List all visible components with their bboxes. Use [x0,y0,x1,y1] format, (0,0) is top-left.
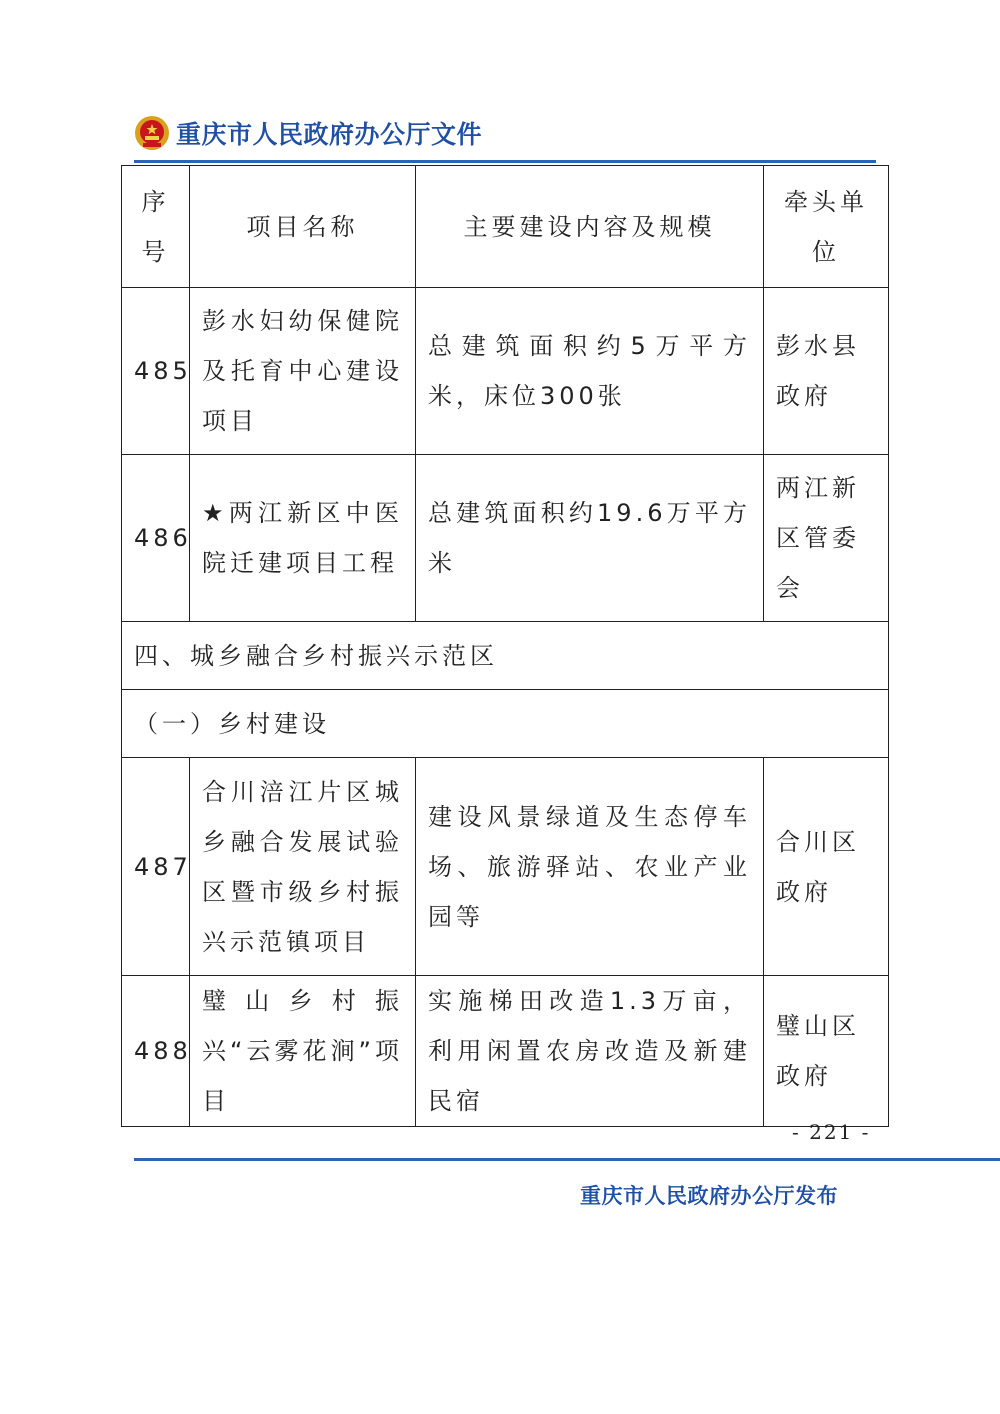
page-number: - 221 - [792,1120,871,1144]
subsection-row [122,690,889,758]
row-name: 璧山乡村振兴“云雾花涧”项目 [190,976,416,1127]
section-heading: 四、城乡融合乡村振兴示范区 [122,622,889,690]
row-content: 建设风景绿道及生态停车场、旅游驿站、农业产业园等 [416,758,764,976]
row-content: 总建筑面积约19.6万平方米 [416,455,764,622]
subsection-heading: （一）乡村建设 [122,690,889,758]
header-title: 重庆市人民政府办公厅文件 [176,120,483,149]
row-name: ★两江新区中医院迁建项目工程 [190,455,416,622]
table-row [122,758,889,976]
col-header-content: 主要建设内容及规模 [416,166,764,288]
header-rule [134,160,876,163]
table-row [122,455,889,622]
row-name: 彭水妇幼保健院及托育中心建设项目 [190,288,416,455]
footer-rule [134,1158,1000,1161]
row-name: 合川涪江片区城乡融合发展试验区暨市级乡村振兴示范镇项目 [190,758,416,976]
table-row [122,976,889,1127]
row-no: 487 [122,758,190,976]
row-no: 488 [122,976,190,1127]
project-table [121,165,889,1127]
table-row [122,288,889,455]
row-unit: 彭水县 政府 [764,288,889,455]
col-header-no: 序号 [122,166,190,288]
section-row [122,622,889,690]
row-unit: 璧山区 政府 [764,976,889,1127]
document-header [134,112,482,154]
row-unit: 合川区 政府 [764,758,889,976]
row-content: 实施梯田改造1.3万亩，利用闲置农房改造及新建民宿 [416,976,764,1127]
col-header-name: 项目名称 [190,166,416,288]
col-header-unit: 牵头单 位 [764,166,889,288]
row-content: 总建筑面积约5万平方米，床位300张 [416,288,764,455]
row-no: 485 [122,288,190,455]
footer-publisher: 重庆市人民政府办公厅发布 [580,1184,838,1208]
table-header-row [122,166,889,288]
row-unit: 两江新 区管委 会 [764,455,889,622]
national-emblem-icon [134,115,170,151]
row-no: 486 [122,455,190,622]
